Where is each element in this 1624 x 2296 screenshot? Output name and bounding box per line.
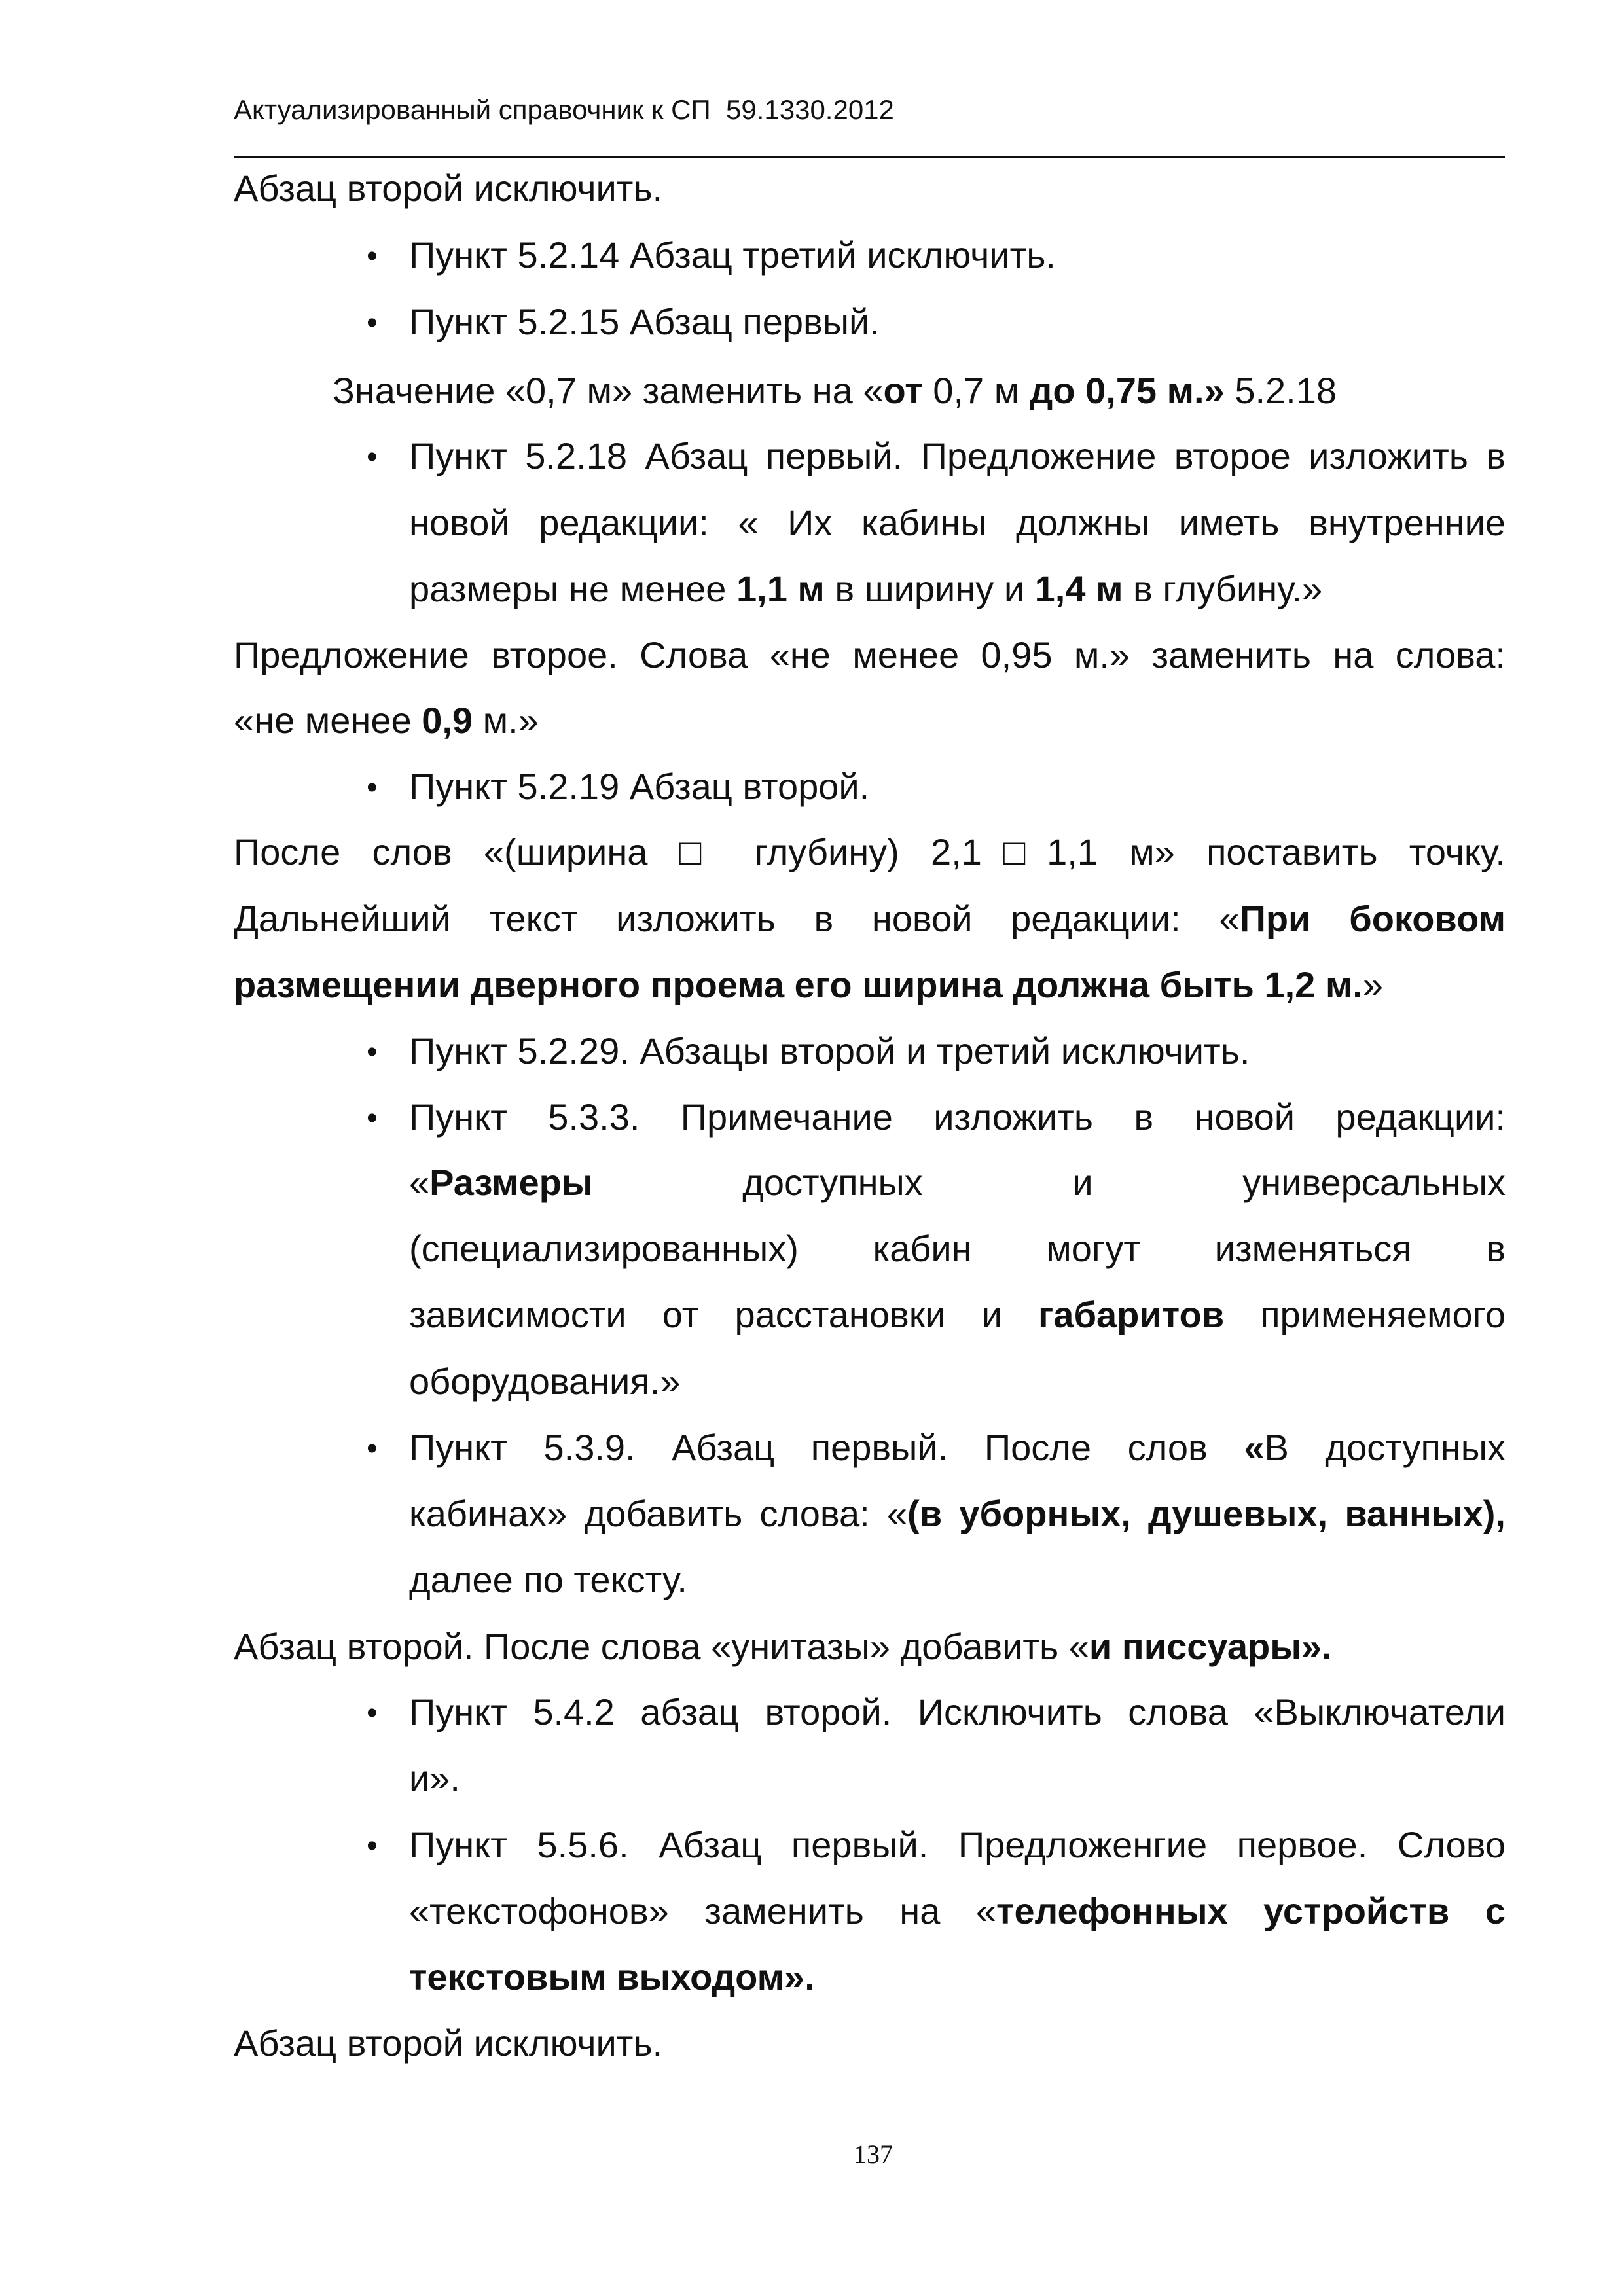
text-line (333, 370, 1337, 412)
text-line (409, 1493, 1506, 1535)
text-line (409, 301, 880, 343)
bullet-icon: • (367, 1035, 378, 1069)
bullet-icon: • (367, 1829, 378, 1863)
text-run: Абзац второй. После слова «унитазы» добавить « (234, 1626, 1089, 1667)
text-run: кабинах» добавить слова: « (409, 1493, 908, 1534)
text-line (409, 1294, 1506, 1336)
text-run: Пункт 5.4.2 абзац второй. Исключить слова «Выключатели (409, 1691, 1506, 1732)
bold-run: Размеры (429, 1162, 593, 1203)
text-line (409, 766, 869, 808)
text-run: Абзац второй исключить. (234, 168, 663, 209)
text-run: Пункт 5.3.3. Примечание изложить в новой редакции: (409, 1096, 1506, 1138)
text-run: Предложение второе. Слова «не менее 0,95 м.» заменить на слова: (234, 634, 1506, 675)
text-line (234, 634, 1506, 676)
text-line (409, 1361, 680, 1403)
text-line (409, 1691, 1506, 1733)
text-line (234, 1626, 1332, 1668)
bullet-icon: • (367, 306, 378, 340)
bold-run: до 0,75 м.» (1029, 370, 1225, 411)
text-line (409, 1228, 1506, 1270)
text-line (409, 1890, 1506, 1932)
text-line (234, 2022, 662, 2064)
bullet-icon: • (367, 1696, 378, 1731)
bold-run: от (883, 370, 923, 411)
text-line (409, 1824, 1506, 1866)
text-line (409, 1162, 1506, 1204)
bullet-icon: • (367, 1431, 378, 1466)
text-run: применяемого (1224, 1294, 1506, 1335)
text-line (409, 502, 1506, 544)
text-run: Абзац второй исключить. (234, 2022, 663, 2064)
text-line (234, 898, 1506, 940)
text-line (234, 700, 539, 742)
text-run: 0,7 м (922, 370, 1030, 411)
text-line (234, 964, 1383, 1006)
text-line (409, 1427, 1506, 1469)
text-run: м.» (473, 700, 539, 741)
bold-run: текстовым выходом». (409, 1956, 815, 1998)
text-run: Значение «0,7 м» заменить на « (333, 370, 884, 411)
text-run: « (409, 1162, 430, 1203)
running-header: Актуализированный справочник к СП 59.1330.2012 (234, 94, 894, 125)
bullet-icon: • (367, 770, 378, 805)
text-run: Пункт 5.2.19 Абзац второй. (409, 766, 870, 807)
text-run: После слов «(ширина □ глубину) 2,1□1,1 м» поставить точку. (234, 831, 1506, 872)
text-line (409, 1757, 460, 1799)
bold-run: « (1244, 1427, 1265, 1468)
bold-run: 1,1 м (736, 568, 825, 609)
text-run: новой редакции: « Их кабины должны иметь внутренние (409, 502, 1506, 543)
text-run: Пункт 5.2.18 Абзац первый. Предложение второе изложить в (409, 435, 1506, 476)
bold-run: При боковом (1239, 898, 1506, 939)
text-run: Пункт 5.3.9. Абзац первый. После слов (409, 1427, 1244, 1468)
bullet-icon: • (367, 1101, 378, 1136)
text-line (409, 568, 1322, 610)
bullet-icon: • (367, 239, 378, 274)
text-run: 5.2.18 (1224, 370, 1337, 411)
text-run: В доступных (1264, 1427, 1506, 1468)
text-line (409, 1030, 1250, 1072)
bold-run: 0,9 (422, 700, 473, 741)
bold-run: размещении дверного проема его ширина должна быть 1,2 м. (234, 964, 1363, 1005)
text-line (234, 168, 662, 209)
text-run: Дальнейший текст изложить в новой редакции: « (234, 898, 1240, 939)
header-rule (234, 156, 1505, 158)
text-run: доступных и универсальных (592, 1162, 1506, 1203)
text-run: далее по тексту. (409, 1559, 687, 1600)
text-run: размеры не менее (409, 568, 736, 609)
text-line (409, 435, 1506, 477)
text-run: зависимости от расстановки и (409, 1294, 1038, 1335)
text-line (409, 1096, 1506, 1138)
text-line (409, 234, 1056, 276)
text-run: в глубину.» (1123, 568, 1323, 609)
text-run: «не менее (234, 700, 422, 741)
bold-run: телефонных устройств с (996, 1890, 1506, 1931)
text-run: и». (409, 1757, 460, 1799)
text-run: Пункт 5.5.6. Абзац первый. Предложенгие первое. Слово (409, 1824, 1506, 1865)
text-run: Пункт 5.2.14 Абзац третий исключить. (409, 234, 1056, 276)
text-run: (специализированных) кабин могут изменяться в (409, 1228, 1506, 1269)
page-number: 137 (854, 2140, 893, 2169)
text-run: » (1362, 964, 1383, 1005)
bold-run: 1,4 м (1034, 568, 1123, 609)
text-line (409, 1559, 687, 1601)
text-line (234, 831, 1506, 873)
text-run: Пункт 5.2.15 Абзац первый. (409, 301, 880, 342)
bold-run: и писсуары». (1089, 1626, 1332, 1667)
text-run: оборудования.» (409, 1361, 681, 1402)
text-line (409, 1956, 815, 1998)
bullet-icon: • (367, 440, 378, 475)
text-run: Пункт 5.2.29. Абзацы второй и третий исключить. (409, 1030, 1250, 1071)
bold-run: (в уборных, душевых, ванных), (907, 1493, 1506, 1534)
bold-run: габаритов (1038, 1294, 1225, 1335)
text-run: в ширину и (824, 568, 1035, 609)
text-run: «текстофонов» заменить на « (409, 1890, 997, 1931)
